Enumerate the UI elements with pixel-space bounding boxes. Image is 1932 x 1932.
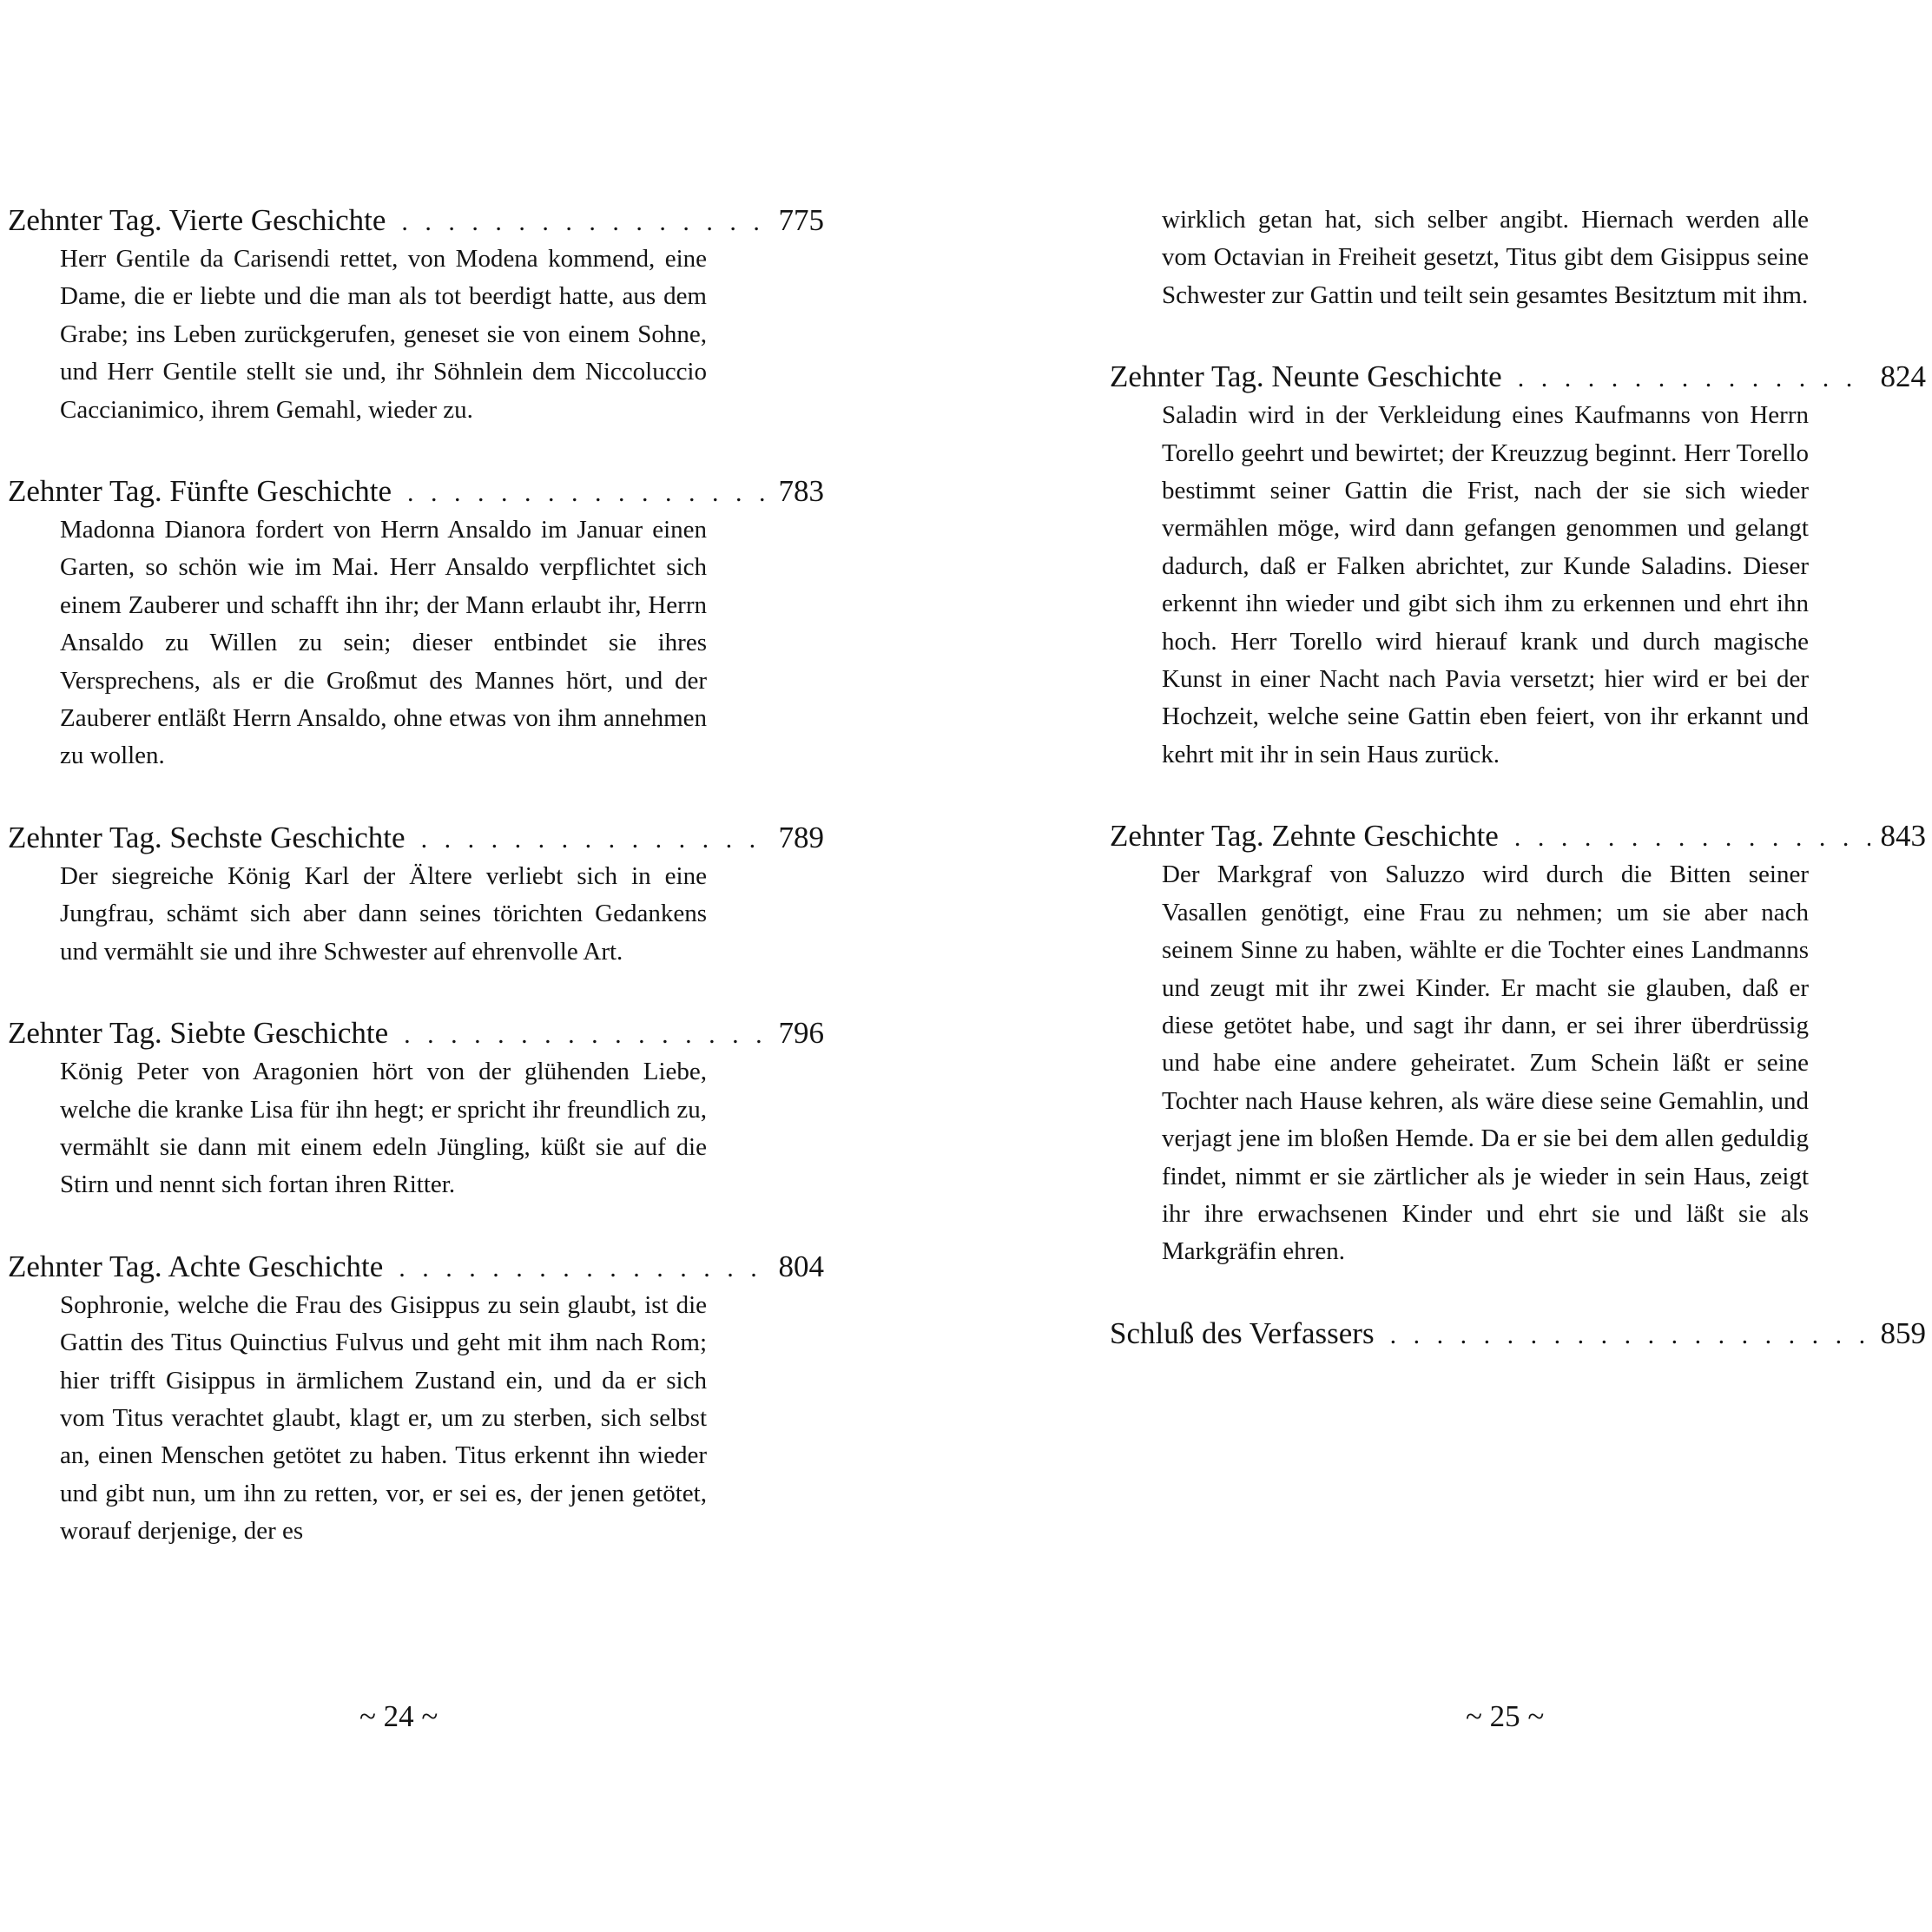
toc-entry-page-number: 789 — [778, 820, 824, 854]
toc-column-right — [1110, 201, 1926, 1397]
left-page — [8, 0, 824, 1932]
toc-entry-title: Zehnter Tag. Zehnte Geschichte — [1110, 819, 1499, 854]
toc-entry-heading — [8, 1248, 824, 1287]
toc-entry-continuation — [1110, 201, 1926, 314]
page-number-footer: ~ 25 ~ — [1466, 1699, 1545, 1733]
toc-entry-page-number: 783 — [778, 474, 824, 509]
dot-leader — [401, 203, 768, 241]
right-page — [1110, 0, 1926, 1932]
dot-leader — [1514, 819, 1870, 856]
toc-entry-title: Zehnter Tag. Fünfte Geschichte — [8, 474, 392, 509]
dot-leader — [404, 1016, 768, 1053]
dot-leader — [1390, 1316, 1870, 1354]
toc-entry-title: Zehnter Tag. Vierte Geschichte — [8, 203, 386, 237]
toc-entry-heading — [1110, 817, 1926, 856]
toc-entry-summary: Der siegreiche König Karl der Ältere verliebt sich in eine Jungfrau, schämt sich aber dann seines törichten Gedankens und vermählt sie und ihre Schwester auf ehrenvolle Art. — [60, 861, 707, 966]
toc-column-left — [8, 201, 824, 1594]
dot-leader — [407, 474, 768, 511]
toc-entry-heading — [8, 472, 824, 511]
toc-entry-heading — [8, 819, 824, 858]
toc-entry-summary: Der Markgraf von Saluzzo wird durch die Bitten seiner Vasallen genötigt, eine Frau zu nehmen; um sie aber nach seinem Sinne zu haben, wählte er die Tochter eines Landmanns und zeugt mit ihr zwei Kinder. Er macht sie glauben, daß er diese getötet habe, und sagt ihr dann, er sei ihrer überdrüssig und habe eine andere geheiratet. Zum Schein läßt er seine Tochter nach Hause kehren, als wäre diese seine Gemahlin, und verjagt jene im bloßen Hemde. Da er sie bei dem allen geduldig findet, nimmt er sie zärtlicher als je wieder in sein Haus, zeigt ihr ihre erwachsenen Kinder und ehrt sie und läßt sie als Markgräfin ehren. — [1162, 860, 1809, 1266]
toc-entry-summary: Sophronie, welche die Frau des Gisippus zu sein glaubt, ist die Gattin des Titus Quinctius Fulvus und geht mit ihm nach Rom; hier trifft Gisippus in ärmlichem Zustand ein, und da er sich vom Titus verachtet glaubt, klagt er, um zu sterben, sich selbst an, einen Menschen getötet zu haben. Titus erkennt ihn wieder und gibt nun, um ihn zu retten, vor, er sei es, der jenen getötet, worauf derjenige, der es — [60, 1290, 707, 1546]
toc-entry-summary: Herr Gentile da Carisendi rettet, von Modena kommend, eine Dame, die er liebte und die man als tot beerdigt hatte, aus dem Grabe; ins Leben zurückgerufen, geneset sie von einem Sohne, und Herr Gentile stellt sie und, ihr Söhnlein dem Niccoluccio Caccianimico, ihrem Gemahl, wieder zu. — [60, 245, 707, 424]
dot-leader — [399, 1250, 768, 1287]
toc-entry-heading — [8, 201, 824, 241]
toc-entry — [1110, 358, 1926, 774]
toc-entry — [8, 819, 824, 971]
toc-entry — [1110, 1315, 1926, 1354]
dot-leader — [1518, 359, 1870, 397]
toc-entry-title: Zehnter Tag. Siebte Geschichte — [8, 1016, 389, 1051]
toc-entry — [8, 1014, 824, 1204]
toc-entry-summary: Saladin wird in der Verkleidung eines Kaufmanns von Herrn Torello geehrt und bewirtet; der Kreuzzug beginnt. Herr Torello bestimmt seiner Gattin die Frist, nach der sie sich wieder vermählen möge, wird dann gefangen genommen und gelangt dadurch, daß er Falken abrichtet, zur Kunde Saladins. Dieser erkennt ihn wieder und gibt sich ihm zu erkennen und ehrt ihn hoch. Herr Torello wird hierauf krank und durch magische Kunst in einer Nacht nach Pavia versetzt; hier wird er bei der Hochzeit, welche seine Gattin eben feiert, von ihr erkannt und kehrt mit ihr in sein Haus zurück. — [1162, 401, 1809, 768]
toc-entry-page-number: 775 — [778, 203, 824, 237]
toc-entry-summary: Madonna Dianora fordert von Herrn Ansaldo im Januar einen Garten, so schön wie im Mai. Herr Ansaldo verpflichtet sich einem Zauberer und schafft ihn ihr; der Mann erlaubt ihr, Herrn Ansaldo zu Willen zu sein; dieser entbindet sie ihres Versprechens, als er die Großmut des Mannes hört, und der Zauberer entläßt Herrn Ansaldo, ohne etwas von ihm annehmen zu wollen. — [60, 516, 707, 770]
toc-entry-page-number: 843 — [1880, 819, 1926, 854]
toc-entry-title: Zehnter Tag. Neunte Geschichte — [1110, 359, 1502, 394]
toc-entry — [8, 1248, 824, 1551]
toc-entry-page-number: 796 — [778, 1016, 824, 1051]
toc-entry-page-number: 824 — [1880, 359, 1926, 394]
toc-entry-page-number: 859 — [1880, 1315, 1926, 1350]
page-number-footer: ~ 24 ~ — [359, 1699, 438, 1733]
toc-entry-heading — [8, 1014, 824, 1053]
toc-entry-summary-continued: wirklich getan hat, sich selber angibt. Hiernach werden alle vom Octavian in Freiheit gesetzt, Titus gibt dem Gisippus seine Schwester zur Gattin und teilt sein gesamtes Besitztum mit ihm. — [1162, 206, 1809, 309]
toc-entry-page-number: 804 — [778, 1249, 824, 1283]
toc-entry-title: Zehnter Tag. Achte Geschichte — [8, 1249, 384, 1283]
toc-entry — [1110, 817, 1926, 1270]
toc-entry-heading — [1110, 1315, 1926, 1354]
toc-entry-title: Zehnter Tag. Sechste Geschichte — [8, 820, 406, 854]
toc-entry-heading — [1110, 358, 1926, 397]
toc-entry-title: Schluß des Verfassers — [1110, 1315, 1375, 1350]
toc-entry — [8, 472, 824, 775]
toc-entry-summary: König Peter von Aragonien hört von der glühenden Liebe, welche die kranke Lisa für ihn hegt; er spricht ihr freundlich zu, vermählt sie dann mit einem edeln Jüngling, küßt sie auf die Stirn und nennt sich fortan ihren Ritter. — [60, 1058, 707, 1199]
toc-entry — [8, 201, 824, 429]
dot-leader — [421, 821, 768, 858]
